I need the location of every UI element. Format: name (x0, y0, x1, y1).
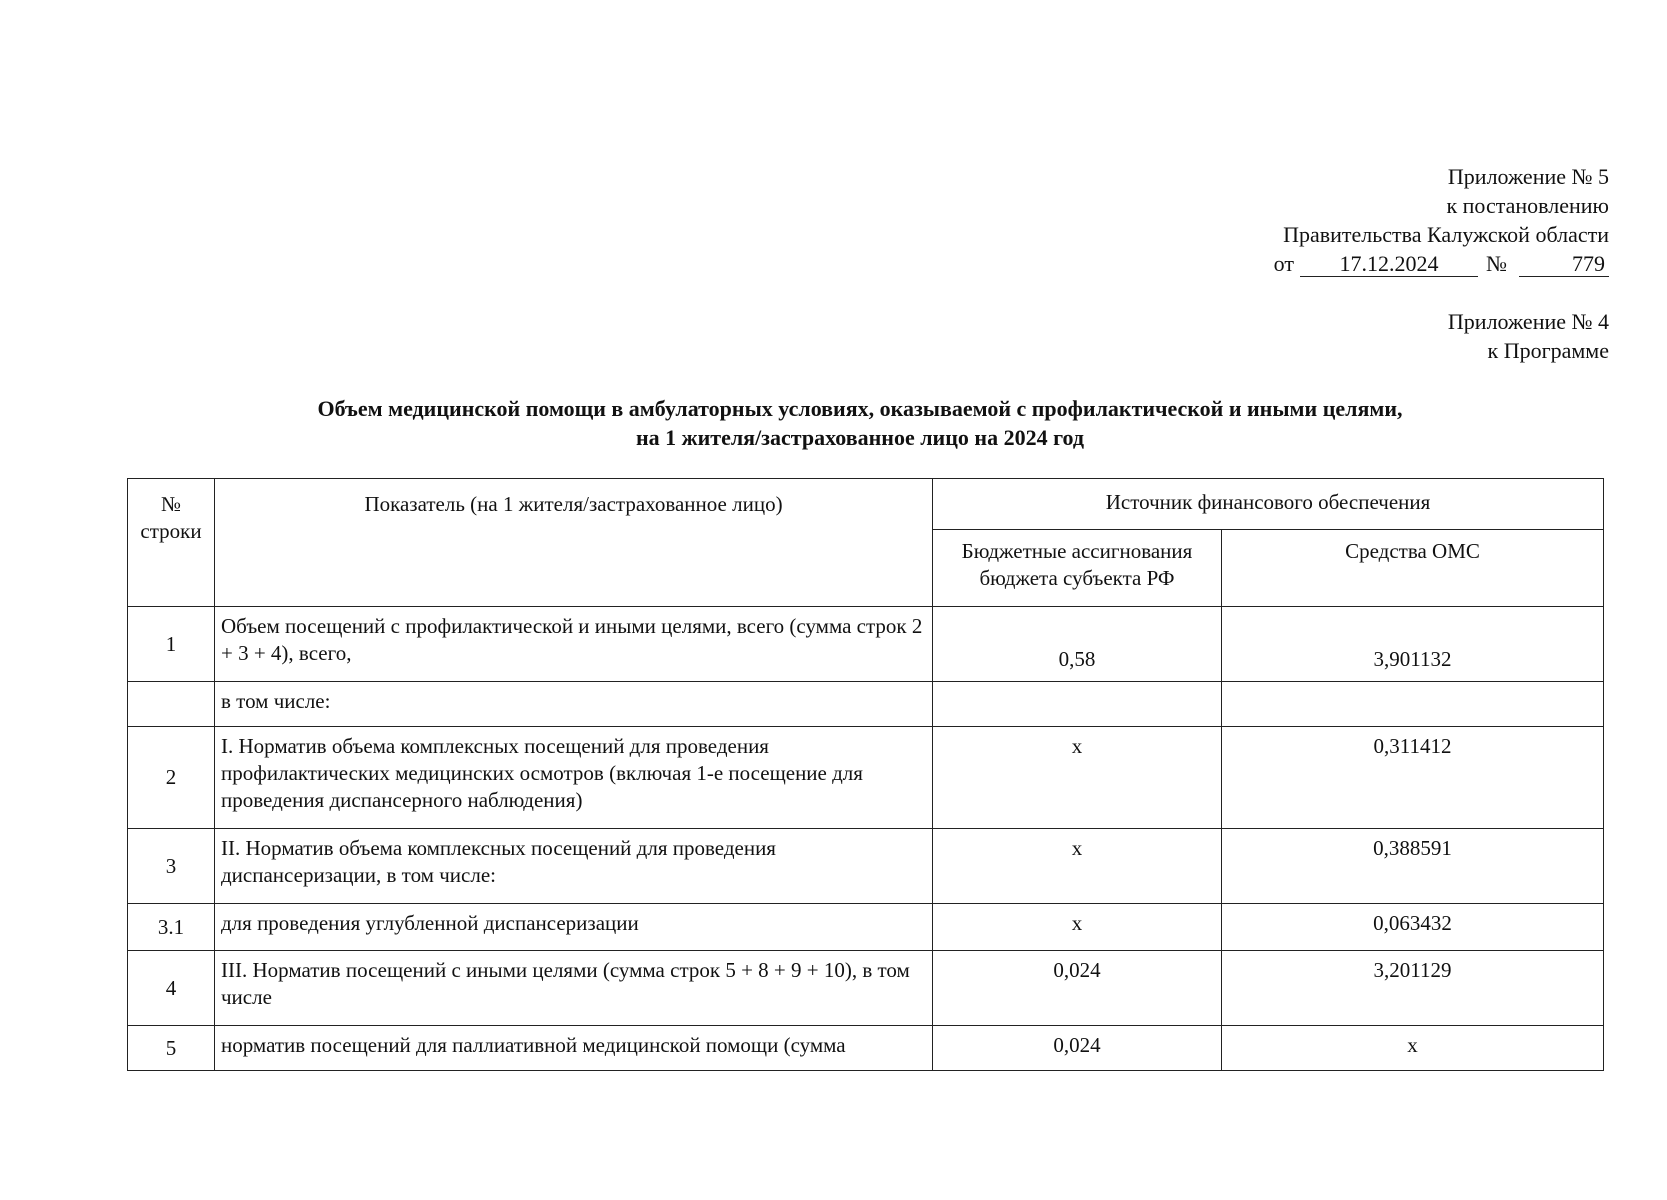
row-indicator: II. Норматив объема комплексных посещений для проведения диспансеризации, в том числе: (215, 829, 933, 904)
title-line-2: на 1 жителя/застрахованное лицо на 2024 год (635, 425, 1085, 450)
row-indicator: в том числе: (215, 682, 933, 727)
annex-4-header (1448, 307, 1609, 365)
table-row (128, 951, 1604, 1026)
resolution-number: 779 (1519, 251, 1609, 277)
row-number: 3 (128, 829, 215, 904)
resolution-date: 17.12.2024 (1300, 251, 1478, 277)
row-oms: 3,901132 (1222, 607, 1604, 682)
annex-4-title: Приложение № 4 (1447, 309, 1609, 334)
row-number: 4 (128, 951, 215, 1026)
row-indicator: I. Норматив объема комплексных посещений для проведения профилактических медицинских осмотров (включая 1-е посещение для проведения диспансерного наблюдения) (215, 727, 933, 829)
row-budget: 0,024 (933, 951, 1222, 1026)
number-prefix: № (1486, 251, 1507, 276)
volume-table (127, 478, 1604, 1071)
table-row (128, 1026, 1604, 1071)
row-number: 2 (128, 727, 215, 829)
row-indicator: Объем посещений с профилактической и иными целями, всего (сумма строк 2 + 3 + 4), всего, (215, 607, 933, 682)
row-budget (933, 682, 1222, 727)
annex-4-program: к Программе (1487, 338, 1609, 363)
row-number: 5 (128, 1026, 215, 1071)
annex-5-title: Приложение № 5 (1447, 164, 1609, 189)
date-prefix: от (1273, 251, 1294, 276)
document-title (120, 394, 1600, 452)
row-oms: 0,311412 (1222, 727, 1604, 829)
row-indicator: III. Норматив посещений с иными целями (сумма строк 5 + 8 + 9 + 10), в том числе (215, 951, 933, 1026)
header-budget: Бюджетные ассигнования бюджета субъекта РФ (933, 530, 1222, 607)
header-indicator: Показатель (на 1 жителя/застрахованное лицо) (215, 479, 933, 607)
row-number: 3.1 (128, 904, 215, 951)
row-indicator: для проведения углубленной диспансеризации (215, 904, 933, 951)
annex-5-resolution: к постановлению (1446, 193, 1609, 218)
table-row (128, 829, 1604, 904)
header-row-number: № строки (128, 479, 215, 607)
annex-5-date-line (1274, 249, 1609, 278)
row-oms (1222, 682, 1604, 727)
row-number: 1 (128, 607, 215, 682)
row-number (128, 682, 215, 727)
table-row (128, 727, 1604, 829)
header-oms: Средства ОМС (1222, 530, 1604, 607)
row-oms: 3,201129 (1222, 951, 1604, 1026)
row-budget: х (933, 829, 1222, 904)
table-row (128, 904, 1604, 951)
row-indicator: норматив посещений для паллиативной медицинской помощи (сумма (215, 1026, 933, 1071)
row-budget: 0,024 (933, 1026, 1222, 1071)
row-budget: 0,58 (933, 607, 1222, 682)
row-oms: х (1222, 1026, 1604, 1071)
header-funding-source: Источник финансового обеспечения (933, 479, 1604, 530)
row-budget: х (933, 904, 1222, 951)
row-budget: х (933, 727, 1222, 829)
table-row (128, 682, 1604, 727)
annex-5-government: Правительства Калужской области (1283, 222, 1609, 247)
row-oms: 0,063432 (1222, 904, 1604, 951)
title-line-1: Объем медицинской помощи в амбулаторных условиях, оказываемой с профилактической и иными целями, (317, 396, 1403, 421)
table-row (128, 607, 1604, 682)
row-oms: 0,388591 (1222, 829, 1604, 904)
annex-5-header (1274, 162, 1609, 278)
